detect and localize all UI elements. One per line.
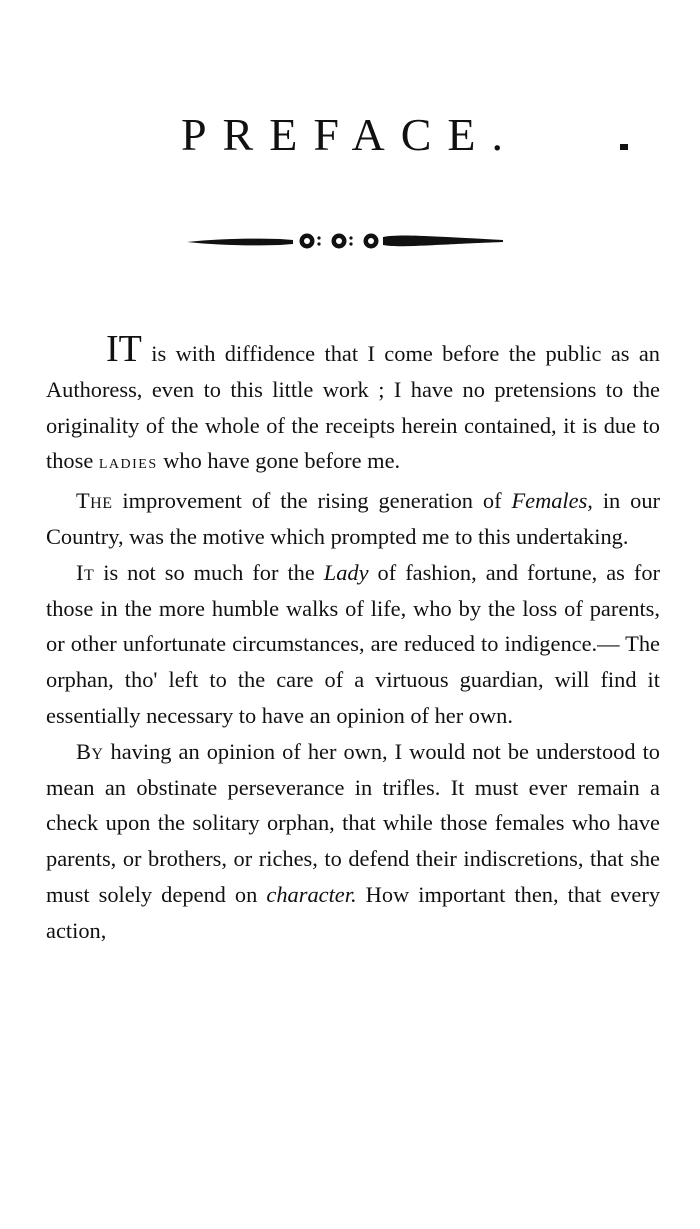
lead-word: By: [76, 738, 104, 764]
paragraph: IT is with diffidence that I come before the public as an Authoress, even to this little work ; I have no pretensions to the originality of the whole of the receipts herein contained, it is due to those LADIES who have gone before me.: [46, 328, 660, 474]
paragraph: By having an opinion of her own, I would not be understood to mean an obstinate perseverance in trifles. It must ever remain a check upon the solitary orphan, that while those females who have parents, or brothers, or riches, to defend their indiscretions, that she must solely depend on character. How important then, that every action,: [46, 738, 661, 943]
drop-cap-lead: IT: [106, 328, 142, 370]
paragraph: It is not so much for the Lady of fashion, and fortune, as for those in the more humble walks of life, who by the loss of parents, or other unfortunate circumstances, are reduced to indigence.— The orphan, tho' left to the care of a virtuous guardian, will find it essentially necessary to have an opinion of her own.: [46, 559, 660, 728]
lead-word: It: [76, 559, 95, 585]
ladies-emphasis: LADIES: [98, 457, 158, 473]
italic-emphasis: character.: [266, 881, 357, 907]
italic-emphasis: Lady: [323, 559, 369, 585]
ornament-divider-icon: [185, 228, 505, 254]
ornament-left-rule: [187, 239, 293, 246]
lead-word: The: [76, 488, 113, 514]
preface-body: [46, 328, 661, 949]
italic-emphasis: Females,: [511, 488, 593, 514]
page-title: PREFACE.: [180, 109, 520, 160]
ornament-right-rule: [383, 236, 503, 247]
stray-mark: [620, 144, 628, 150]
paragraph: The improvement of the rising generation of Females, in our Country, was the motive which prompted me to this undertaking.: [46, 488, 660, 549]
